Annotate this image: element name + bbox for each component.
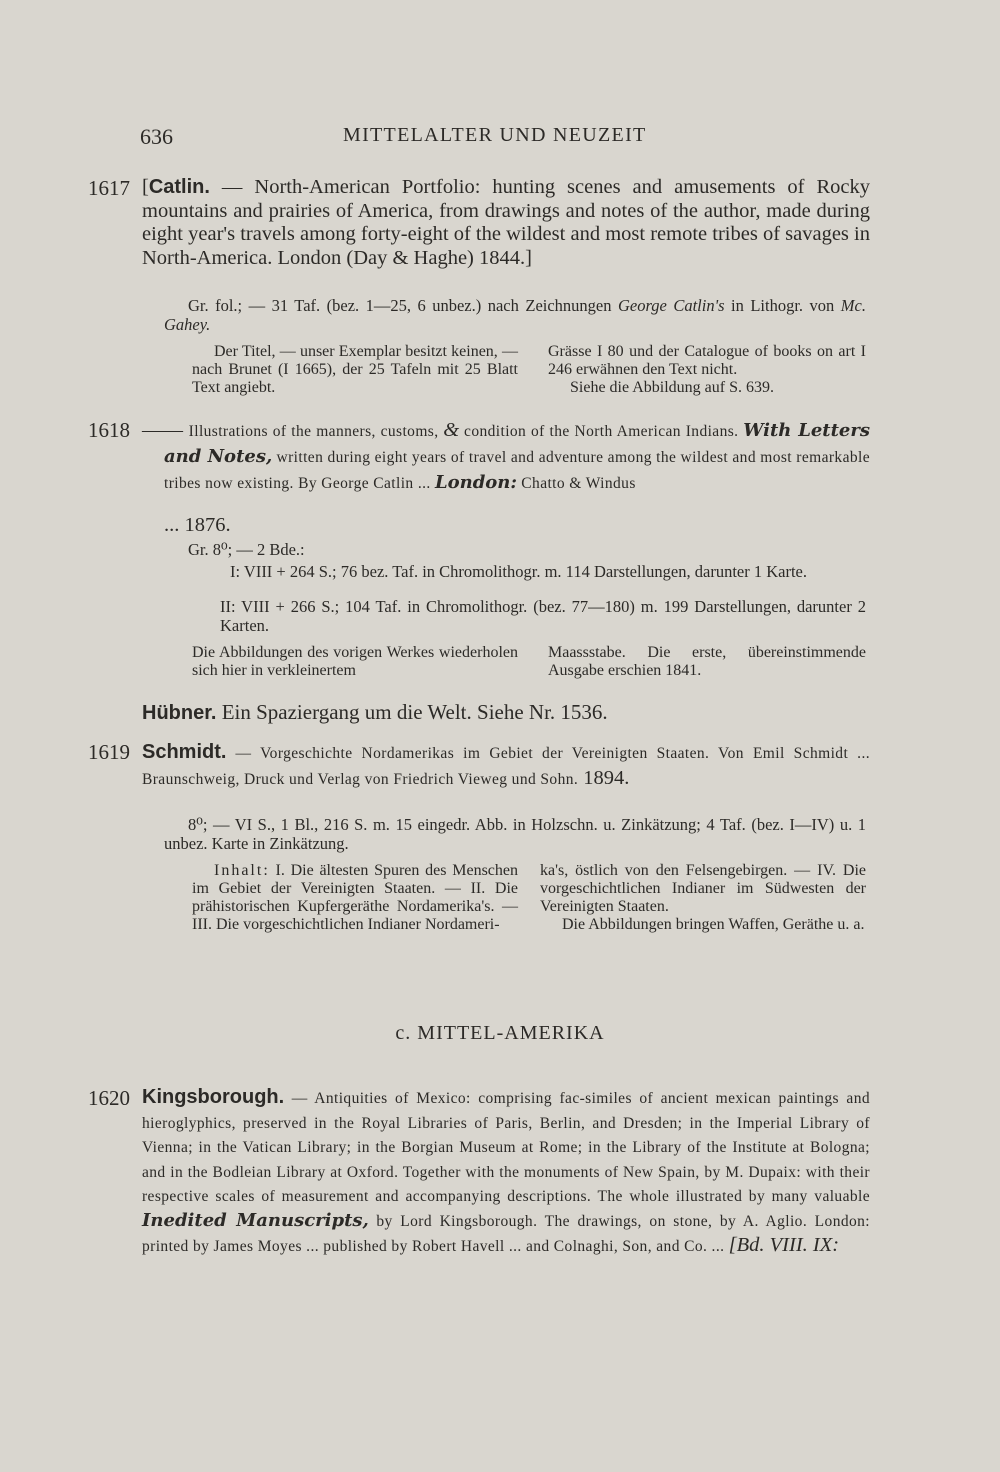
entry-title: Schmidt. — Vorgeschichte Nordamerikas im Gebiet der Vereinigten Staaten. Von Emil Schmidt ... Braunschweig, Druck und Verlag von Friedrich Vieweg und Sohn. 1894. [142, 741, 870, 789]
note-left: Die Abbildungen des vorigen Werkes wiederholen sich hier in verkleinertem [192, 644, 518, 679]
cross-reference: Hübner. Ein Spaziergang um die Welt. Siehe Nr. 1536. [142, 700, 608, 724]
entry-title: Kingsborough. — Antiquities of Mexico: comprising fac-similes of ancient mexican paintings and hieroglyphics, preserved in the Royal Libraries of Paris, Berlin, and Dresden; in the Imperial Library of Vienna; in the Vatican Library; in the Borgian Museum at Rome; in the Library of the Institute at Bologna; and in the Bodleian Library at Oxford. Together with the monuments of New Spain, by M. Dupaix: with their respective scales of measurement and accompanying descriptions. The whole illustrated by many valuable Inedited Manuscripts, by Lord Kingsborough. The drawings, on stone, by A. Aglio. London: printed by James Moyes ... published by Robert Havell ... and Colnaghi, Son, and Co. ... [Bd. VIII. IX: [142, 1086, 871, 1256]
note-right: Maassstabe. Die erste, übereinstimmende Ausgabe erschien 1841. [548, 644, 866, 679]
entry-year: ... 1876. [164, 514, 231, 536]
format-line: Gr. fol.; — 31 Taf. (bez. 1—25, 6 unbez.) nach Zeichnungen George Catlin's in Lithogr. von Mc. Gahey. [164, 296, 866, 334]
format-line: Gr. 8⁰; — 2 Bde.: [188, 540, 305, 559]
entry-number: 1618 [88, 418, 130, 442]
note-right: Grässe I 80 und der Catalogue of books on art I 246 erwähnen den Text nicht. Siehe die Abbildung auf S. 639. [548, 343, 866, 396]
entry-title: [Catlin. — North-American Portfolio: hunting scenes and amusements of Rocky mountains and prairies of America, from drawings and notes of the author, made during eight year's travels among forty-eight of the wildest and most remote tribes of savages in North-America. London (Day & Haghe) 1844.] [142, 176, 870, 269]
volume-line: II: VIII + 266 S.; 104 Taf. in Chromolithogr. (bez. 77—180) m. 199 Darstellungen, darunter 2 Karten. [220, 597, 866, 635]
author-name: Catlin. [148, 176, 210, 198]
entry-number: 1617 [88, 176, 130, 200]
note-right: ka's, östlich von den Felsengebirgen. — IV. Die vorgeschichtlichen Indianer im Südwesten der Vereinigten Staaten. Die Abbildungen bringen Waffen, Geräthe u. a. [540, 862, 866, 933]
volume-line: I: VIII + 264 S.; 76 bez. Taf. in Chromolithogr. m. 114 Darstellungen, darunter 1 Karte. [230, 562, 807, 581]
entry-number: 1620 [88, 1086, 130, 1110]
format-line: 8⁰; — VI S., 1 Bl., 216 S. m. 15 eingedr. Abb. in Holzschn. u. Zinkätzung; 4 Taf. (bez. I—IV) u. 1 unbez. Karte in Zinkätzung. [164, 815, 866, 853]
section-heading: c. MITTEL-AMERIKA [395, 1022, 605, 1044]
running-title: MITTELALTER UND NEUZEIT [343, 124, 647, 146]
author-name: Hübner. [142, 702, 217, 724]
page-number: 636 [140, 124, 173, 149]
note-left: Der Titel, — unser Exemplar besitzt keinen, — nach Brunet (I 1665), der 25 Tafeln mit 25 Blatt Text angiebt. [192, 343, 518, 396]
author-name: Schmidt. [142, 741, 227, 763]
note-left: Inhalt: I. Die ältesten Spuren des Menschen im Gebiet der Vereinigten Staaten. — II. Die prähistorischen Kupfergeräthe Nordamerika's. — III. Die vorgeschichtlichen Indianer Nordameri- [192, 862, 518, 933]
author-name: Kingsborough. [142, 1086, 285, 1108]
entry-title: —— Illustrations of the manners, customs, & condition of the North American Indians. With Letters and Notes, written during eight years of travel and adventure among the wildest and most remarkable tribes now existing. By George Catlin ... London: Chatto & Windus [142, 419, 870, 493]
entry-number: 1619 [88, 740, 130, 764]
